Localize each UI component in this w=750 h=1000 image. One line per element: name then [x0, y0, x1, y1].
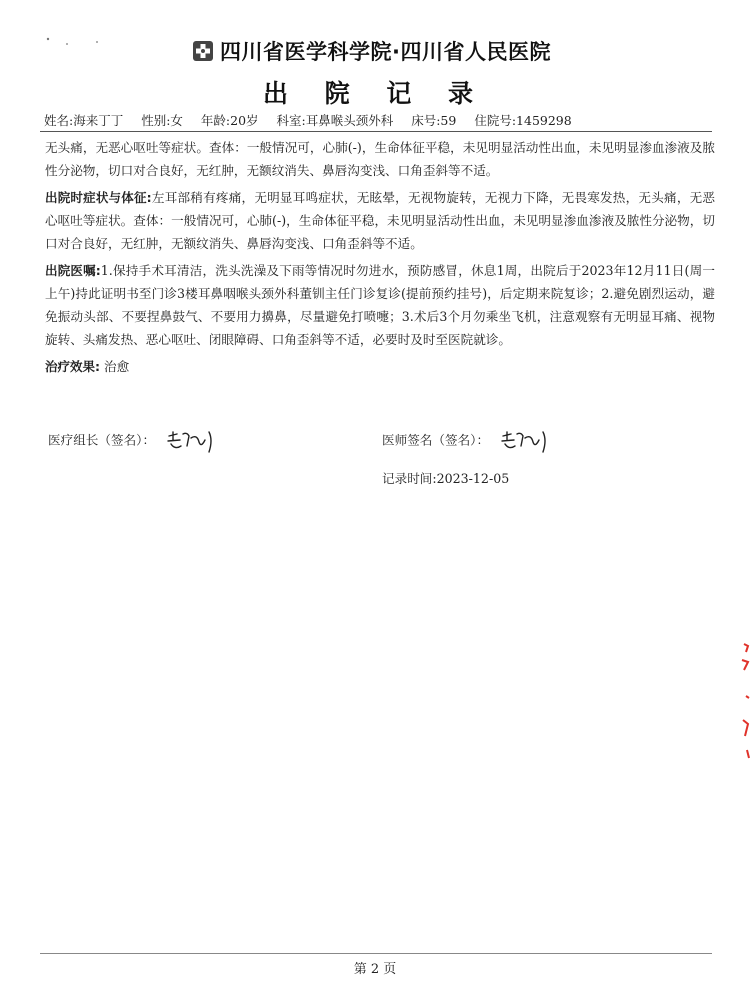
result-text: 治愈 — [104, 359, 130, 374]
discharge-text: 左耳部稍有疼痛，无明显耳鸣症状，无眩晕，无视物旋转，无视力下降，无畏寒发热，无头痛，无恶心呕吐等症状。查体：一般情况可，心肺(-)，生命体征平稳，未见明显活动性出血，未见明显渗血渗液及脓性分泌物，切口对合良好，无红肿，无额纹消失、鼻唇沟变浅、口角歪斜等不适。 — [45, 190, 716, 251]
patient-info-bar — [44, 111, 714, 131]
patient-department: 科室:耳鼻喉头颈外科 — [276, 113, 394, 128]
advice-text: 1.保持手术耳清洁，洗头洗澡及下雨等情况时勿进水，预防感冒，休息1周，出院后于2023年12月11日(周一上午)持此证明书至门诊3楼耳鼻咽喉头颈外科董钏主任门诊复诊(提前预约挂号)，后定期来院复诊；2.避免剧烈运动，避免振动头部、不要捏鼻鼓气、不要用力擤鼻，尽量避免打喷嚏；3.术后3个月勿乘坐飞机，注意观察有无明显耳痛、视物旋转、头痛发热、恶心呕吐、闭眼障碍、口角歪斜等不适，必要时及时至医院就诊。 — [45, 263, 716, 347]
doctor-signature — [499, 428, 563, 454]
patient-name: 姓名:海来丁丁 — [44, 113, 124, 128]
patient-admission-no: 住院号:1459298 — [474, 113, 572, 128]
patient-age: 年龄:20岁 — [200, 113, 259, 128]
red-stamp-edge-mark — [734, 640, 750, 780]
record-time: 记录时间:2023-12-05 — [382, 471, 510, 486]
team-leader-signature-row — [48, 428, 229, 454]
scan-speck-mark — [45, 36, 105, 46]
patient-sex: 性别:女 — [141, 113, 183, 128]
team-leader-signature — [165, 428, 229, 454]
discharge-label: 出院时症状与体征: — [45, 190, 152, 205]
advice-label: 出院医嘱: — [45, 263, 101, 278]
doctor-signature-row — [382, 428, 563, 454]
doctor-label: 医师签名（签名）： — [382, 432, 490, 448]
team-leader-label: 医疗组长（签名）： — [48, 432, 156, 448]
hospital-name: 四川省医学科学院·四川省人民医院 — [220, 40, 551, 64]
result-paragraph — [45, 355, 715, 378]
intro-paragraph — [45, 136, 715, 182]
patient-bed: 床号:59 — [411, 113, 457, 128]
page-title: 出 院 记 录 — [262, 79, 488, 108]
result-label: 治疗效果: — [45, 359, 100, 374]
page-number: 第 2 页 — [353, 962, 397, 977]
document-header — [0, 36, 750, 68]
advice-paragraph — [45, 259, 715, 351]
discharge-paragraph — [45, 186, 715, 255]
header-divider — [40, 131, 712, 132]
hospital-logo-icon — [192, 40, 214, 62]
footer-divider — [40, 953, 712, 954]
intro-text: 无头痛，无恶心呕吐等症状。查体：一般情况可，心肺(-)，生命体征平稳，未见明显活动性出血，未见明显渗血渗液及脓性分泌物，切口对合良好，无红肿，无额纹消失、鼻唇沟变浅、口角歪斜等不适。 — [45, 140, 715, 178]
record-body — [45, 136, 715, 382]
